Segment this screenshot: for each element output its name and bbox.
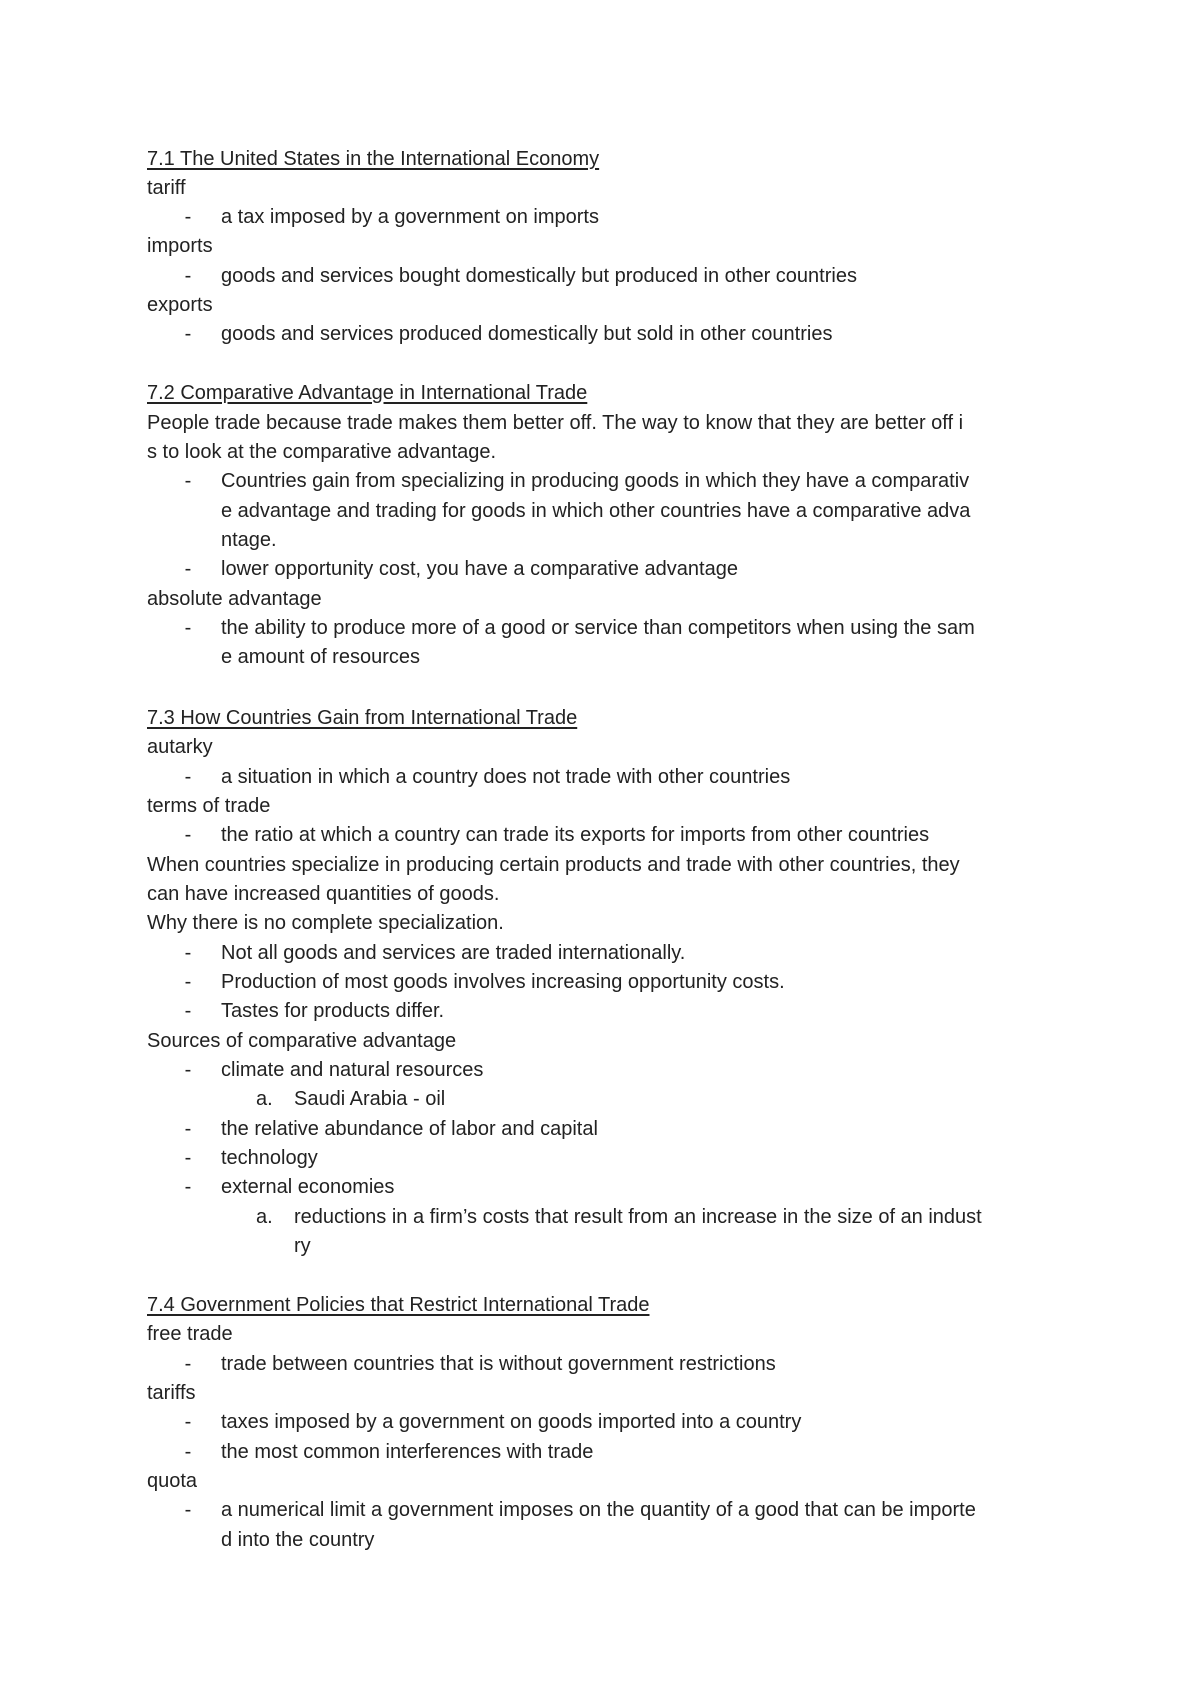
list-item xyxy=(0,997,1200,1026)
sub-bullet-text: reductions in a firm’s costs that result from an increase in the size of an indust xyxy=(294,1206,982,1228)
paragraph-line: s to look at the comparative advantage. xyxy=(147,441,497,463)
term-quota: quota xyxy=(147,1470,198,1492)
bullet-text: climate and natural resources xyxy=(221,1059,484,1081)
list-item xyxy=(0,467,1200,496)
bullet-dash: - xyxy=(184,558,192,580)
term-imports: imports xyxy=(147,235,213,257)
bullet-text: Countries gain from specializing in producing goods in which they have a comparativ xyxy=(221,470,970,492)
definition-text: goods and services bought domestically but produced in other countries xyxy=(221,265,857,287)
list-item xyxy=(0,262,1200,291)
bullet-dash: - xyxy=(184,1353,192,1375)
section-heading-7-3: 7.3 How Countries Gain from International Trade xyxy=(147,707,578,729)
subheading-sources: Sources of comparative advantage xyxy=(147,1030,457,1052)
bullet-dash: - xyxy=(184,323,192,345)
bullet-dash: - xyxy=(184,470,192,492)
list-item xyxy=(0,1408,1200,1437)
bullet-dash: - xyxy=(184,1118,192,1140)
section-heading-7-1: 7.1 The United States in the International Economy xyxy=(147,148,600,170)
definition-text: the ability to produce more of a good or service than competitors when using the sam xyxy=(221,617,975,639)
subheading-why: Why there is no complete specialization. xyxy=(147,912,504,934)
list-item xyxy=(0,1056,1200,1085)
bullet-dash: - xyxy=(184,766,192,788)
bullet-dash: - xyxy=(184,1059,192,1081)
bullet-dash: - xyxy=(184,824,192,846)
definition-text-continued: d into the country xyxy=(221,1529,375,1551)
definition-text: a situation in which a country does not trade with other countries xyxy=(221,766,791,788)
sub-bullet-text-continued: ry xyxy=(294,1235,311,1257)
bullet-dash: - xyxy=(184,971,192,993)
bullet-dash: - xyxy=(184,1411,192,1433)
sub-list-item xyxy=(0,1203,1200,1232)
definition-text: the most common interferences with trade xyxy=(221,1441,594,1463)
bullet-dash: - xyxy=(184,206,192,228)
list-item xyxy=(0,939,1200,968)
definition-text: a numerical limit a government imposes on the quantity of a good that can be importe xyxy=(221,1499,976,1521)
term-terms-of-trade: terms of trade xyxy=(147,795,271,817)
list-item xyxy=(0,1144,1200,1173)
list-item xyxy=(0,320,1200,349)
bullet-dash: - xyxy=(184,1499,192,1521)
bullet-dash: - xyxy=(184,1000,192,1022)
paragraph-line: can have increased quantities of goods. xyxy=(147,883,500,905)
alpha-marker: a. xyxy=(256,1088,273,1110)
sub-list-item xyxy=(0,1085,1200,1114)
section-heading-7-2: 7.2 Comparative Advantage in International Trade xyxy=(147,382,588,404)
bullet-text: lower opportunity cost, you have a comparative advantage xyxy=(221,558,738,580)
alpha-marker: a. xyxy=(256,1206,273,1228)
list-item xyxy=(0,1438,1200,1467)
definition-text: a tax imposed by a government on imports xyxy=(221,206,599,228)
sub-bullet-text: Saudi Arabia - oil xyxy=(294,1088,446,1110)
bullet-dash: - xyxy=(184,1441,192,1463)
term-absolute-advantage: absolute advantage xyxy=(147,588,322,610)
definition-text: taxes imposed by a government on goods imported into a country xyxy=(221,1411,802,1433)
definition-text: goods and services produced domestically but sold in other countries xyxy=(221,323,833,345)
bullet-dash: - xyxy=(184,617,192,639)
bullet-dash: - xyxy=(184,265,192,287)
bullet-dash: - xyxy=(184,1176,192,1198)
definition-text: the ratio at which a country can trade its exports for imports from other countries xyxy=(221,824,930,846)
bullet-text: Production of most goods involves increasing opportunity costs. xyxy=(221,971,785,993)
list-item xyxy=(0,968,1200,997)
definition-text: trade between countries that is without government restrictions xyxy=(221,1353,776,1375)
bullet-text: external economies xyxy=(221,1176,395,1198)
list-item xyxy=(0,1496,1200,1525)
paragraph-line: People trade because trade makes them better off. The way to know that they are better off i xyxy=(147,412,964,434)
bullet-text-continued: ntage. xyxy=(221,529,277,551)
term-exports: exports xyxy=(147,294,213,316)
list-item xyxy=(0,203,1200,232)
bullet-text: technology xyxy=(221,1147,318,1169)
term-free-trade: free trade xyxy=(147,1323,233,1345)
term-autarky: autarky xyxy=(147,736,213,758)
bullet-text: the relative abundance of labor and capital xyxy=(221,1118,598,1140)
bullet-text-continued: e advantage and trading for goods in which other countries have a comparative adva xyxy=(221,500,971,522)
list-item xyxy=(0,614,1200,643)
bullet-text: Tastes for products differ. xyxy=(221,1000,445,1022)
list-item xyxy=(0,821,1200,850)
list-item xyxy=(0,1350,1200,1379)
term-tariff: tariff xyxy=(147,177,186,199)
list-item xyxy=(0,555,1200,584)
term-tariffs: tariffs xyxy=(147,1382,196,1404)
list-item xyxy=(0,1115,1200,1144)
section-heading-7-4: 7.4 Government Policies that Restrict International Trade xyxy=(147,1294,650,1316)
bullet-text: Not all goods and services are traded internationally. xyxy=(221,942,686,964)
definition-text-continued: e amount of resources xyxy=(221,646,420,668)
list-item xyxy=(0,763,1200,792)
list-item xyxy=(0,1173,1200,1202)
paragraph-line: When countries specialize in producing certain products and trade with other countries, they xyxy=(147,854,960,876)
bullet-dash: - xyxy=(184,1147,192,1169)
bullet-dash: - xyxy=(184,942,192,964)
